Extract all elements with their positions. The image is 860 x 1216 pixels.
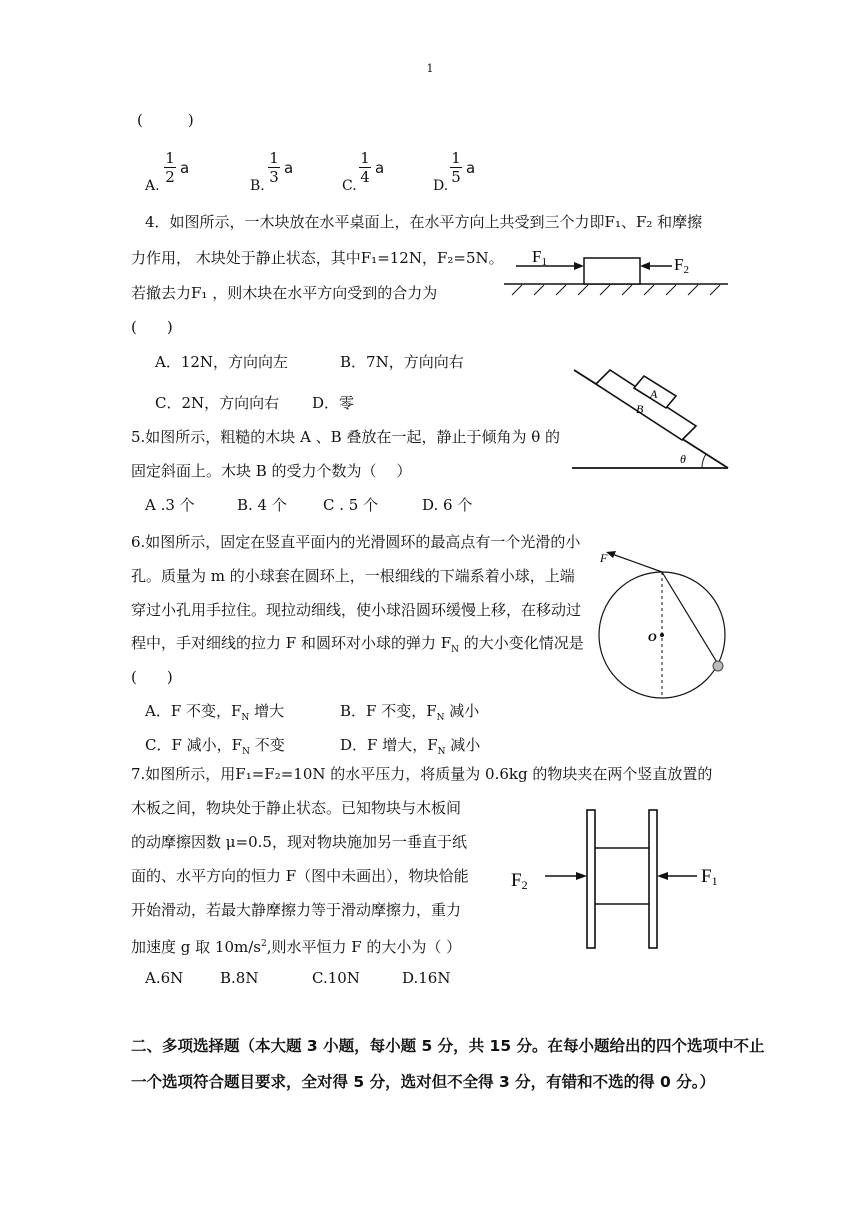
q4-stem-line3: 若撤去力F₁ ，则木块在水平方向受到的合力为	[131, 284, 438, 302]
right-board	[649, 810, 657, 948]
q5-stem-line1: 5.如图所示，粗糙的木块 A 、B 叠放在一起，静止于倾角为 θ 的	[131, 428, 561, 446]
q7-stem-line2: 木板之间，物块处于静止状态。已知物块与木板间	[131, 799, 462, 817]
q4-option-c: C．2N，方向向右	[155, 394, 280, 412]
q3-option-c-fraction: 1 4 a	[360, 149, 385, 186]
q6-stem-line1: 6.如图所示，固定在竖直平面内的光滑圆环的最高点有一个光滑的小	[131, 533, 581, 551]
q3-option-c-letter: C.	[342, 178, 357, 194]
block-rect	[584, 258, 640, 284]
q6-option-b: B．F 不变，$F_N$ 减小	[340, 702, 480, 723]
q4-fig-f2-label: F2	[674, 255, 689, 276]
q3-answer-blank: ( )	[137, 111, 194, 129]
q7-stem-line5: 开始滑动，若最大静摩擦力等于滑动摩擦力，重力	[131, 901, 462, 919]
q5-fig-label-a: A	[650, 387, 658, 401]
q3-option-d-letter: D.	[433, 178, 449, 194]
q6-fig-label-f: F	[600, 551, 608, 565]
q5-option-c: C . 5 个	[323, 496, 379, 514]
q7-option-a: A.6N	[145, 969, 184, 987]
q4-option-a: A．12N，方向向左	[155, 353, 289, 371]
q7-stem-line1: 7.如图所示，用F₁=F₂=10N 的水平压力，将质量为 0.6kg 的物块夹在两个竖直放置的	[131, 765, 713, 783]
q7-option-d: D.16N	[402, 969, 451, 987]
q3-option-b-letter: B.	[250, 178, 265, 194]
q4-option-d: D．零	[312, 394, 355, 412]
q4-stem-line1: 4．如图所示，一木块放在水平桌面上，在水平方向上共受到三个力即F₁、F₂ 和摩擦	[145, 213, 703, 231]
q6-answer-blank: ( )	[131, 668, 173, 686]
q7-option-c: C.10N	[312, 969, 360, 987]
q6-ring-diagram	[594, 540, 730, 702]
q6-fig-label-o: O	[648, 630, 657, 644]
q7-stem-line4: 面的、水平方向的恒力 F（图中未画出），物块恰能	[131, 867, 469, 885]
q7-stem-line3: 的动摩擦因数 μ=0.5，现对物块施加另一垂直于纸	[131, 833, 467, 851]
q5-fig-label-b: B	[636, 402, 644, 416]
small-ball	[713, 661, 723, 671]
q5-incline-diagram	[570, 366, 732, 474]
q7-boards-diagram	[505, 802, 733, 954]
q5-option-b: B. 4 个	[237, 496, 287, 514]
q5-stem-line2: 固定斜面上。木块 B 的受力个数为（ ）	[131, 462, 412, 480]
q6-stem-line2: 孔。质量为 m 的小球套在圆环上，一根细线的下端系着小球，上端	[131, 567, 575, 585]
q4-option-b: B．7N，方向向右	[340, 353, 464, 371]
q3-option-a-letter: A.	[145, 178, 160, 194]
section2-heading-line2: 一个选项符合题目要求，全对得 5 分，选对但不全得 3 分，有错和不选的得 0 分。）	[131, 1073, 715, 1091]
q4-fig-f1-label: F1	[532, 247, 547, 268]
left-board	[587, 810, 595, 948]
q5-fig-label-theta: θ	[680, 452, 686, 466]
page-number: 1	[426, 62, 434, 75]
q3-option-b-fraction: 1 3 a	[269, 149, 294, 186]
q3-option-a-fraction: 1 2 a	[165, 149, 190, 186]
q6-stem-line3: 穿过小孔用手拉住。现拉动细线，使小球沿圆环缓慢上移，在移动过	[131, 601, 582, 619]
q6-option-c: C．F 减小，$F_N$ 不变	[145, 736, 285, 757]
q6-option-a: A．F 不变，$F_N$ 增大	[145, 702, 285, 723]
q5-option-a: A .3 个	[145, 496, 195, 514]
q7-stem-line6: 加速度 g 取 $10m/s^2$,则水平恒力 F 的大小为（ ）	[131, 938, 462, 956]
q7-option-b: B.8N	[220, 969, 259, 987]
q4-block-forces-diagram	[502, 240, 730, 298]
q6-stem-line4: 程中，手对细线的拉力 F 和圆环对小球的弹力 $F_N$ 的大小变化情况是	[131, 634, 584, 655]
q4-answer-blank: ( )	[131, 318, 173, 336]
q6-option-d: D．F 增大，$F_N$ 减小	[340, 736, 481, 757]
section2-heading-line1: 二、多项选择题（本大题 3 小题，每小题 5 分，共 15 分。在每小题给出的四个选项中不止	[131, 1037, 765, 1055]
q7-fig-f1-label: F1	[701, 866, 718, 888]
q4-stem-line2: 力作用， 木块处于静止状态，其中F₁=12N，F₂=5N。	[131, 249, 504, 267]
q3-option-d-fraction: 1 5 a	[451, 149, 476, 186]
q7-fig-f2-label: F2	[511, 870, 528, 892]
q5-option-d: D. 6 个	[422, 496, 473, 514]
